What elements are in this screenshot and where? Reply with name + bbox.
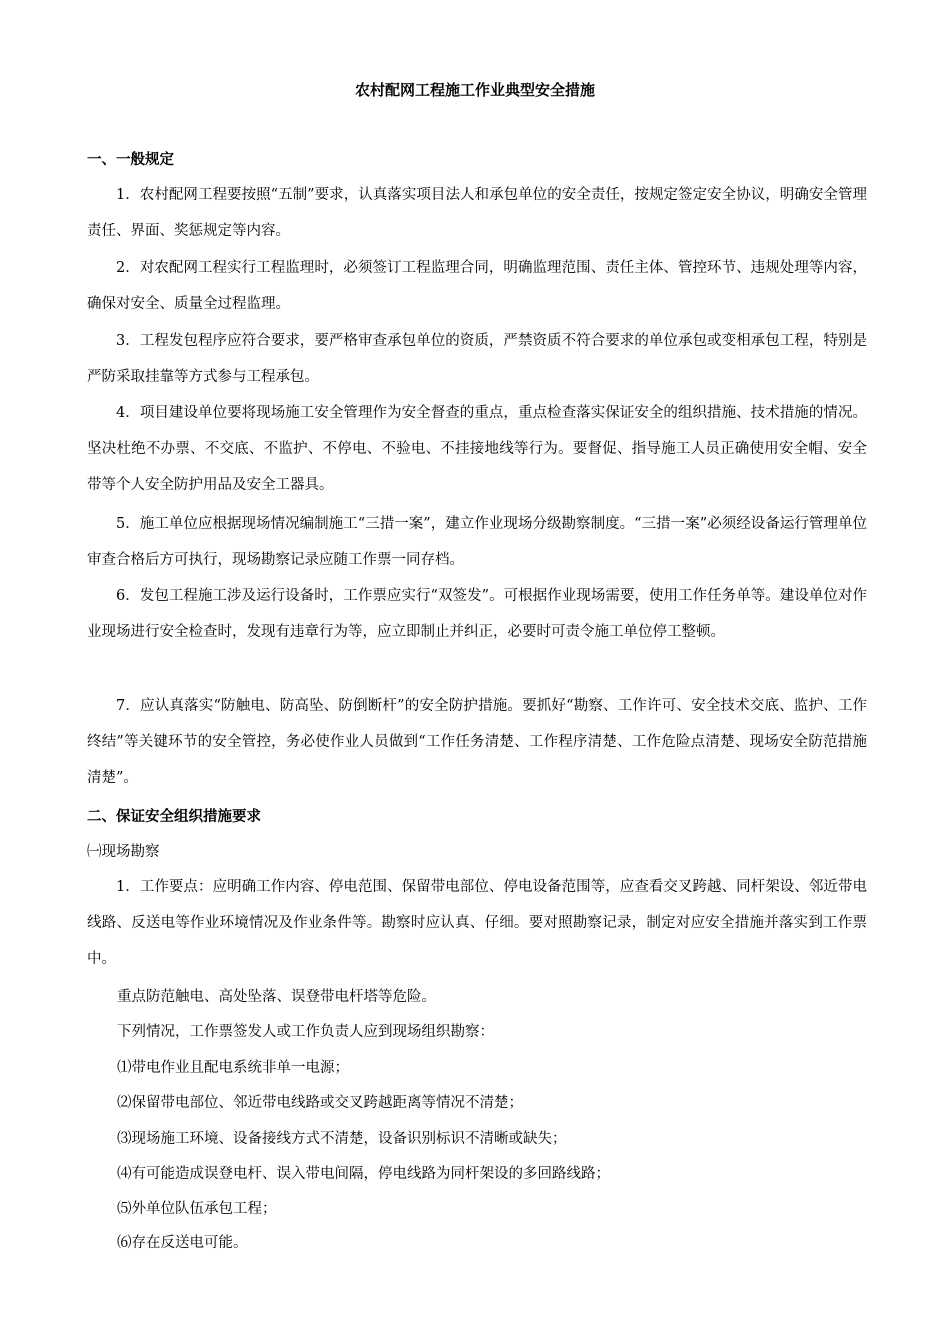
clause-2: 2．对农配网工程实行工程监理时，必须签订工程监理合同，明确监理范围、责任主体、管控环节、违规处理等内容，确保对安全、质量全过程监理。 (87, 260, 867, 312)
clause-7: 7．应认真落实“防触电、防高坠、防倒断杆”的安全防护措施。要抓好“勘察、工作许可、安全技术交底、监护、工作终结”等关键环节的安全管控，务必使作业人员做到“工作任务清楚、工作程序清楚、工作危险点清楚、现场安全防范措施清楚”。 (87, 698, 867, 786)
survey-condition-intro: 下列情况，工作票签发人或工作负责人应到现场组织勘察： (117, 1024, 494, 1040)
subsection-site-survey: ㈠现场勘察 (87, 844, 160, 860)
condition-item-5: ⑸外单位队伍承包工程； (117, 1201, 277, 1217)
survey-work-points: 1．工作要点：应明确工作内容、停电范围、保留带电部位、停电设备范围等，应查看交叉跨越、同杆架设、邻近带电线路、反送电等作业环境情况及作业条件等。勘察时应认真、仔细。要对照勘察记录，制定对应安全措施并落实到工作票中。 (87, 879, 867, 967)
document-title: 农村配网工程施工作业典型安全措施 (354, 81, 595, 99)
clause-3: 3．工程发包程序应符合要求，要严格审查承包单位的资质，严禁资质不符合要求的单位承包或变相承包工程，特别是严防采取挂靠等方式参与工程承包。 (87, 333, 867, 385)
condition-item-1: ⑴带电作业且配电系统非单一电源； (117, 1060, 349, 1076)
condition-item-2: ⑵保留带电部位、邻近带电线路或交叉跨越距离等情况不清楚； (117, 1095, 523, 1111)
clause-4: 4．项目建设单位要将现场施工安全管理作为安全督查的重点，重点检查落实保证安全的组织措施、技术措施的情况。坚决杜绝不办票、不交底、不监护、不停电、不验电、不挂接地线等行为。要督促、指导施工人员正确使用安全帽、安全带等个人安全防护用品及安全工器具。 (87, 405, 867, 493)
clause-5: 5．施工单位应根据现场情况编制施工“三措一案”，建立作业现场分级勘察制度。“三措一案”必须经设备运行管理单位审查合格后方可执行，现场勘察记录应随工作票一同存档。 (87, 516, 867, 568)
section-heading-organizational-measures: 二、保证安全组织措施要求 (87, 809, 261, 825)
condition-item-4: ⑷有可能造成误登电杆、误入带电间隔，停电线路为同杆架设的多回路线路； (117, 1166, 610, 1182)
clause-6: 6．发包工程施工涉及运行设备时，工作票应实行“双签发”。可根据作业现场需要，使用工作任务单等。建设单位对作业现场进行安全检查时，发现有违章行为等，应立即制止并纠正，必要时可责令施工单位停工整顿。 (87, 588, 867, 640)
survey-hazard-note: 重点防范触电、高处坠落、误登带电杆塔等危险。 (117, 989, 436, 1005)
condition-item-6: ⑹存在反送电可能。 (117, 1235, 248, 1251)
condition-item-3: ⑶现场施工环境、设备接线方式不清楚，设备识别标识不清晰或缺失； (117, 1131, 567, 1147)
section-heading-general: 一、一般规定 (87, 152, 174, 168)
clause-1: 1．农村配网工程要按照“五制”要求，认真落实项目法人和承包单位的安全责任，按规定签定安全协议，明确安全管理责任、界面、奖惩规定等内容。 (87, 187, 867, 239)
